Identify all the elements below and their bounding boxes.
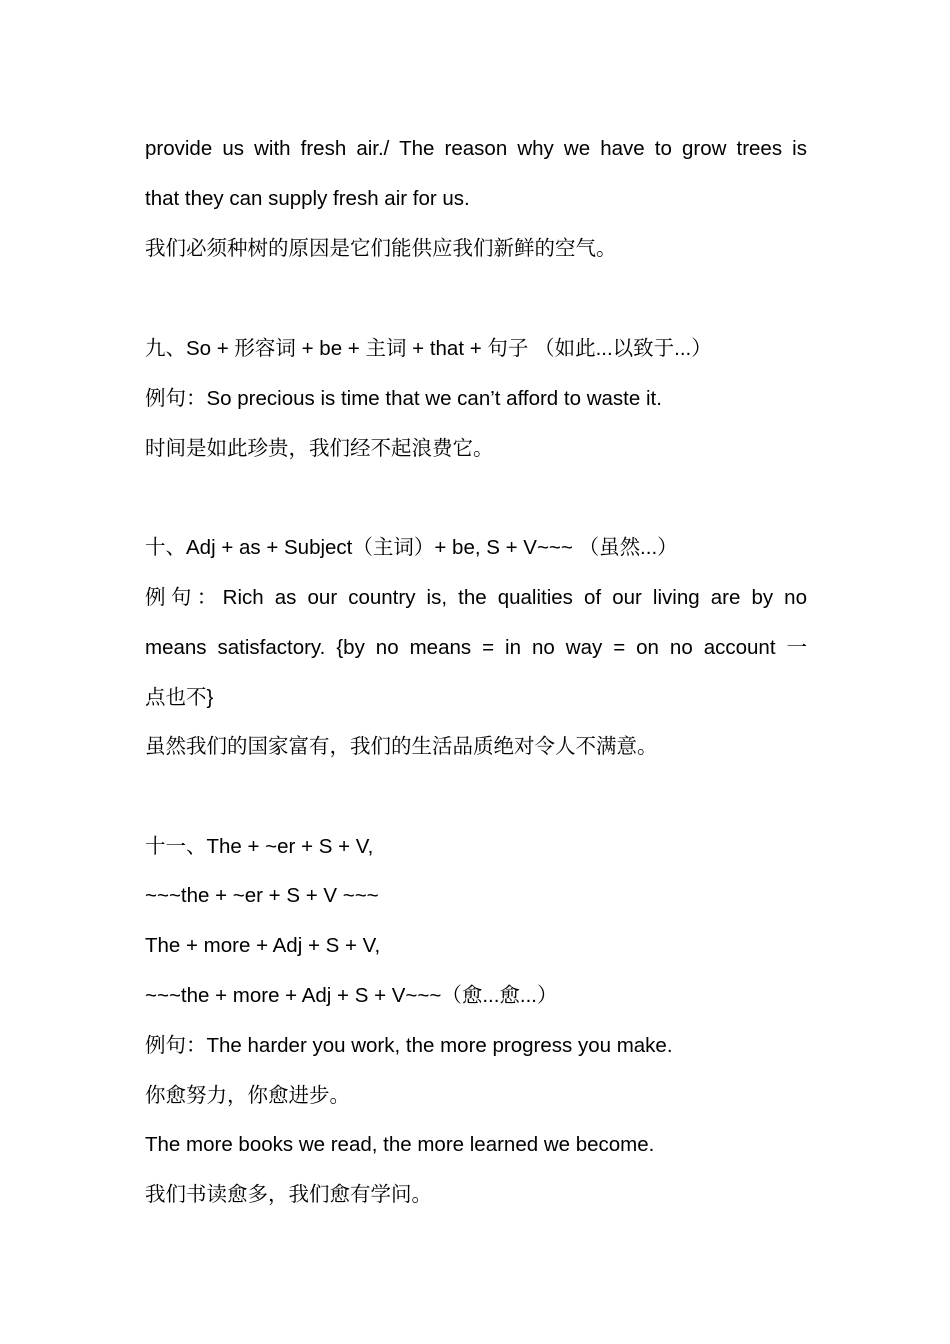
pattern-line-2: The + more + Adj + S + V,	[145, 934, 381, 957]
section-heading-10: 十、Adj + as + Subject（主词）+ be, S + V~~~ （虽然...）	[145, 536, 678, 559]
example-sentence-9: 例句：So precious is time that we can’t afford to waste it.	[145, 387, 662, 410]
section-heading-11: 十一、The + ~er + S + V,	[145, 835, 374, 858]
translation-11: 你愈努力，你愈进步。	[145, 1084, 350, 1107]
example-sentence-10-line-2: means satisfactory. {by no means = in no way = on no account 一	[145, 636, 807, 659]
example-sentence-10-line-1: 例句：Rich as our country is, the qualities of our living are by no	[145, 586, 807, 609]
text-line-3: 我们必须种树的原因是它们能供应我们新鲜的空气。	[145, 237, 617, 260]
pattern-line-1: ~~~the + ~er + S + V ~~~	[145, 884, 379, 907]
example-sentence-11b: The more books we read, the more learned we become.	[145, 1133, 655, 1156]
pattern-line-3: ~~~the + more + Adj + S + V~~~（愈...愈...）	[145, 984, 558, 1007]
translation-9: 时间是如此珍贵，我们经不起浪费它。	[145, 437, 494, 460]
translation-11b: 我们书读愈多，我们愈有学问。	[145, 1183, 432, 1206]
text-line-2: that they can supply fresh air for us.	[145, 187, 470, 210]
translation-10: 虽然我们的国家富有，我们的生活品质绝对令人不满意。	[145, 735, 658, 758]
example-sentence-11: 例句：The harder you work, the more progress you make.	[145, 1034, 673, 1057]
text-line-1: provide us with fresh air./ The reason why we have to grow trees is	[145, 137, 807, 160]
example-sentence-10-line-3: 点也不}	[145, 686, 214, 709]
section-heading-9: 九、So + 形容词 + be + 主词 + that + 句子 （如此...以致于...）	[145, 337, 712, 360]
